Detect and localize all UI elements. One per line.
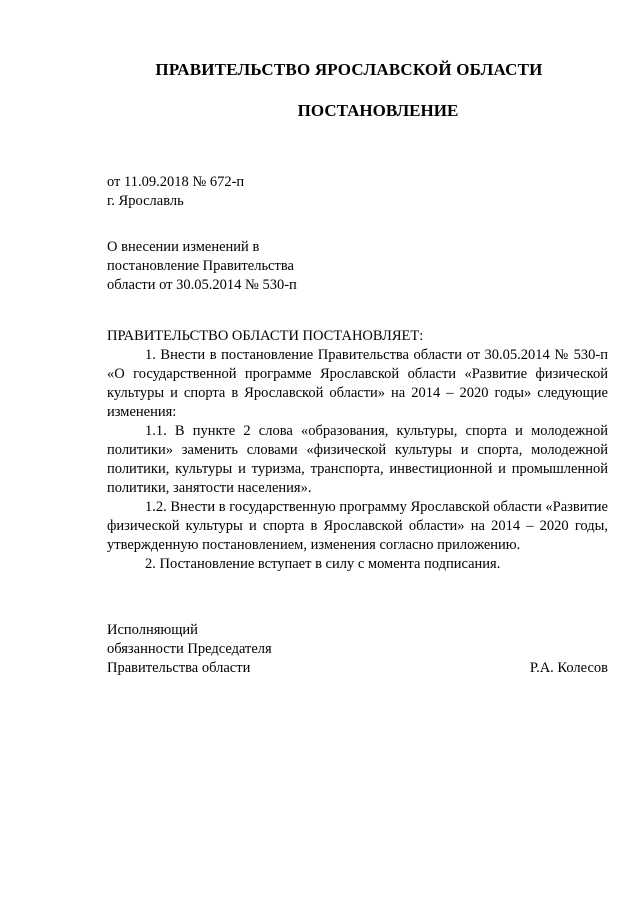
document-body (107, 327, 608, 574)
paragraph-item-1-1: 1.1. В пункте 2 слова «образования, культуры, спорта и молодежной политики» заменить словами «физической культуры и спорта, молодежной политики, культуры и туризма, транспорта, инвестиционной и промышленной политики, занятости населения». (107, 423, 608, 496)
signatory-title-line-1: Исполняющий (107, 622, 198, 638)
document-subject (107, 238, 337, 295)
subject-line-3: области от 30.05.2014 № 530-п (107, 277, 297, 293)
city: г. Ярославль (107, 193, 184, 209)
paragraph-item-2: 2. Постановление вступает в силу с момента подписания. (145, 556, 501, 572)
decree-heading: ПРАВИТЕЛЬСТВО ОБЛАСТИ ПОСТАНОВЛЯЕТ: (107, 328, 424, 344)
signatory-name: Р.А. Колесов (529, 660, 608, 676)
document-meta (107, 173, 244, 211)
subject-line-2: постановление Правительства (107, 258, 294, 274)
signatory-title-line-3: Правительства области (107, 660, 251, 676)
paragraph-item-1-2: 1.2. Внести в государственную программу Ярославской области «Развитие физической культуры и спорта в Ярославской области» на 2014 – 2020 годы, утвержденную постановлением, изменения согласно приложению. (107, 499, 608, 553)
date-number: от 11.09.2018 № 672-п (107, 174, 245, 190)
paragraph-item-1: 1. Внести в постановление Правительства области от 30.05.2014 № 530-п «О государственной программе Ярославской области «Развитие физической культуры и спорта в Ярославской области» на 2014 – 2020 годы» следующие изменения: (107, 347, 608, 420)
subject-line-1: О внесении изменений в (107, 239, 260, 255)
signature-row (107, 659, 608, 678)
signatory-title-line-2: обязанности Председателя (107, 641, 272, 657)
document-type-title: ПОСТАНОВЛЕНИЕ (297, 101, 459, 120)
signature-block (107, 621, 608, 678)
government-title: ПРАВИТЕЛЬСТВО ЯРОСЛАВСКОЙ ОБЛАСТИ (155, 60, 543, 79)
